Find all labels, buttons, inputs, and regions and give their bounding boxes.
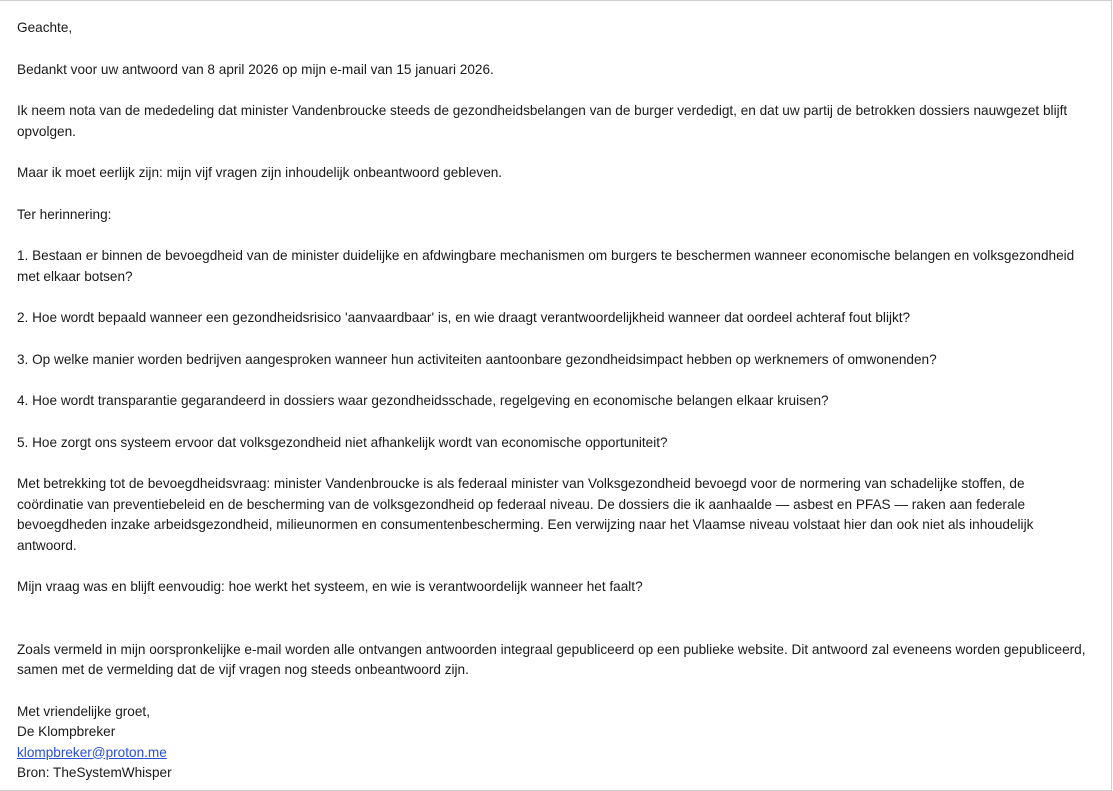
email-body: [17, 18, 1092, 784]
closing: Met vriendelijke groet,: [17, 703, 150, 719]
signature: [17, 702, 1092, 784]
source-line: Bron: TheSystemWhisper: [17, 765, 172, 780]
acknowledgement-paragraph: Ik neem nota van de mededeling dat minister Vandenbroucke steeds de gezondheidsbelangen van de burger verdedigt, en dat uw partij de betrokken dossiers nauwgezet blijft opvolgen.: [17, 103, 1068, 139]
unanswered-paragraph: Maar ik moet eerlijk zijn: mijn vijf vragen zijn inhoudelijk onbeantwoord gebleven.: [17, 165, 503, 180]
sender-name: De Klompbreker: [17, 724, 116, 739]
core-question-paragraph: Mijn vraag was en blijft eenvoudig: hoe werkt het systeem, en wie is verantwoordelijk wanneer het faalt?: [17, 579, 643, 594]
question-5: 5. Hoe zorgt ons systeem ervoor dat volksgezondheid niet afhankelijk wordt van economische opportuniteit?: [17, 434, 668, 450]
question-3: 3. Op welke manier worden bedrijven aangesproken wanneer hun activiteiten aantoonbare gezondheidsimpact hebben op werknemers of omwonenden?: [17, 351, 937, 367]
question-4: 4. Hoe wordt transparantie gegarandeerd in dossiers waar gezondheidsschade, regelgeving en economische belangen elkaar kruisen?: [17, 393, 829, 408]
publication-paragraph: Zoals vermeld in mijn oorspronkelijke e-mail worden alle ontvangen antwoorden integraal gepubliceerd op een publieke website. Dit antwoord zal eveneens worden gepubliceerd, samen met de vermelding dat de vijf vragen nog steeds onbeantwoord zijn.: [17, 641, 1086, 677]
question-2: 2. Hoe wordt bepaald wanneer een gezondheidsrisico 'aanvaardbaar' is, en wie draagt verantwoordelijkheid wanneer dat oordeel achteraf fout blijkt?: [17, 310, 911, 325]
reminder-heading: Ter herinnering:: [17, 206, 112, 222]
sender-email-link[interactable]: klompbreker@proton.me: [17, 744, 167, 760]
thanks-paragraph: Bedankt voor uw antwoord van 8 april 2026 op mijn e-mail van 15 januari 2026.: [17, 61, 494, 77]
question-1: 1. Bestaan er binnen de bevoegdheid van de minister duidelijke en afdwingbare mechanismen om burgers te beschermen wanneer economische belangen en volksgezondheid met elkaar botsen?: [17, 248, 1075, 284]
greeting: Geachte,: [17, 20, 73, 35]
competence-paragraph: Met betrekking tot de bevoegdheidsvraag: minister Vandenbroucke is als federaal minister van Volksgezondheid bevoegd voor de normering van schadelijke stoffen, de coördinatie van preventiebeleid en de bescherming van de volksgezondheid op federaal niveau. De dossiers die ik aanhaalde — asbest en PFAS — raken aan federale bevoegdheden inzake arbeidsgezondheid, milieunormen en consumentenbescherming. Een verwijzing naar het Vlaamse niveau volstaat hier dan ook niet als inhoudelijk antwoord.: [17, 476, 1034, 553]
